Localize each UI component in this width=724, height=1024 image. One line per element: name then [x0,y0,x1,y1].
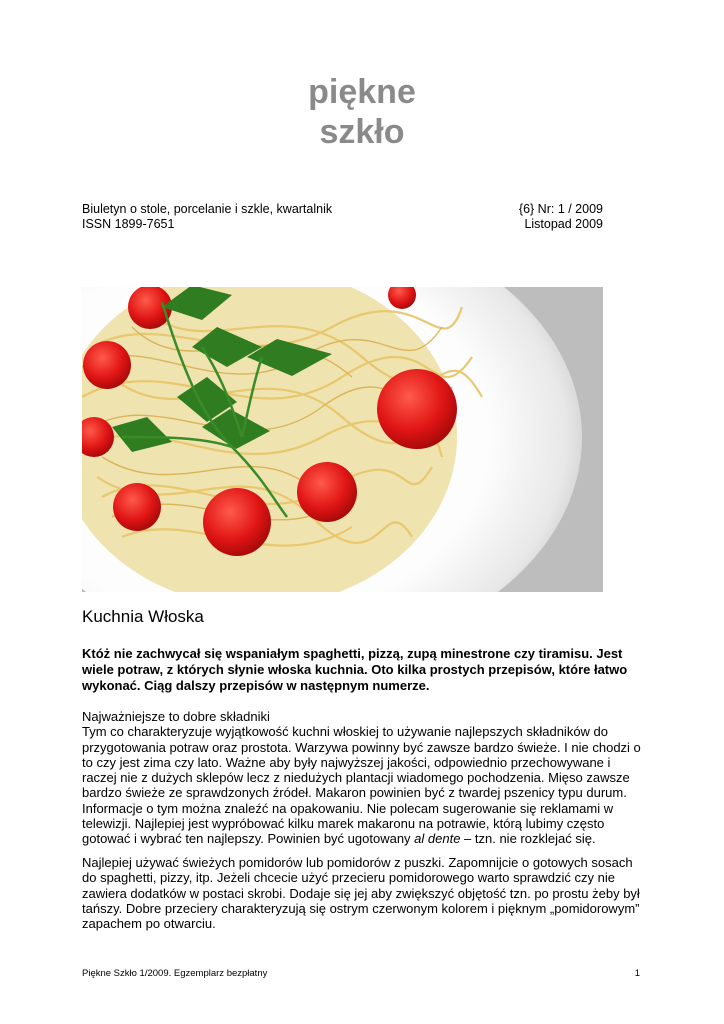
masthead-line-1: piękne [308,73,416,111]
issue-info [519,202,603,232]
issue-date: Listopad 2009 [524,217,603,231]
article-paragraph-2: Najlepiej używać świeżych pomidorów lub pomidorów z puszki. Zapomnijcie o gotowych sosach do spaghetti, pizzy, itp. Jeżeli chcecie użyć przecieru pomidorowego warto sprawdzić czy nie zawiera dodatków w postaci skrobi. Dodaje się jej aby zwiększyć objętość tzn. po prostu żeby był tańszy. Dobre przeciery charakteryzują się ostrym czerwonym kolorem i pięknym „pomidorowym” zapachem po otwarciu. [82,855,640,932]
publication-info [82,202,332,232]
page-number: 1 [634,968,640,979]
article-paragraph-1 [82,709,642,847]
article-subheading: Najważniejsze to dobre składniki [82,709,270,724]
masthead-line-2: szkło [319,113,405,151]
issn-number: ISSN 1899-7651 [82,217,175,231]
masthead-title [0,72,724,152]
article-title: Kuchnia Włoska [82,607,204,626]
article-lead: Któż nie zachwycał się wspaniałym spaghetti, pizzą, zupą minestrone czy tiramisu. Jest wiele potraw, z których słynie włoska kuchnia. Oto kilka prostych przepisów, które łatwo wykonać. Ciąg dalszy przepisów w następnym numerze. [82,646,628,693]
issue-number: {6} Nr: 1 / 2009 [518,202,603,216]
paragraph-1-text-b: – tzn. nie rozklejać się. [460,831,596,847]
pasta-photo-icon [82,287,603,592]
footer-note: Piękne Szkło 1/2009. Egzemplarz bezpłatny [82,968,268,979]
paragraph-1-text-a: Tym co charakteryzuje wyjątkowość kuchni włoskiej to używanie najlepszych składników do przygotowania potraw oraz prostota. Warzywa powinny być zawsze bardzo świeże. I nie chodzi o to czy jest zima czy lato. Ważne aby były najwyższej jakości, odpowiednio przechowywane i raczej nie z dużych sklepów lecz z niedużych plantacji wiadomego pochodzenia. Mięso zawsze bardzo świeże ze sprawdzonych źródeł. Makaron powinien być z twardej pszenicy typu durum. Informacje o tym można znaleźć na opakowaniu. Nie polecam sugerowanie się reklamami w telewizji. Najlepiej jest wypróbować kilku marek makaronu na potrawie, którą lubimy często gotować i wybrać ten najlepszy. Powinien być ugotowany [82,724,641,847]
publication-subtitle: Biuletyn o stole, porcelanie i szkle, kwartalnik [82,202,333,216]
paragraph-1-emphasis: al dente [414,831,461,847]
pasta-photo [82,287,603,592]
